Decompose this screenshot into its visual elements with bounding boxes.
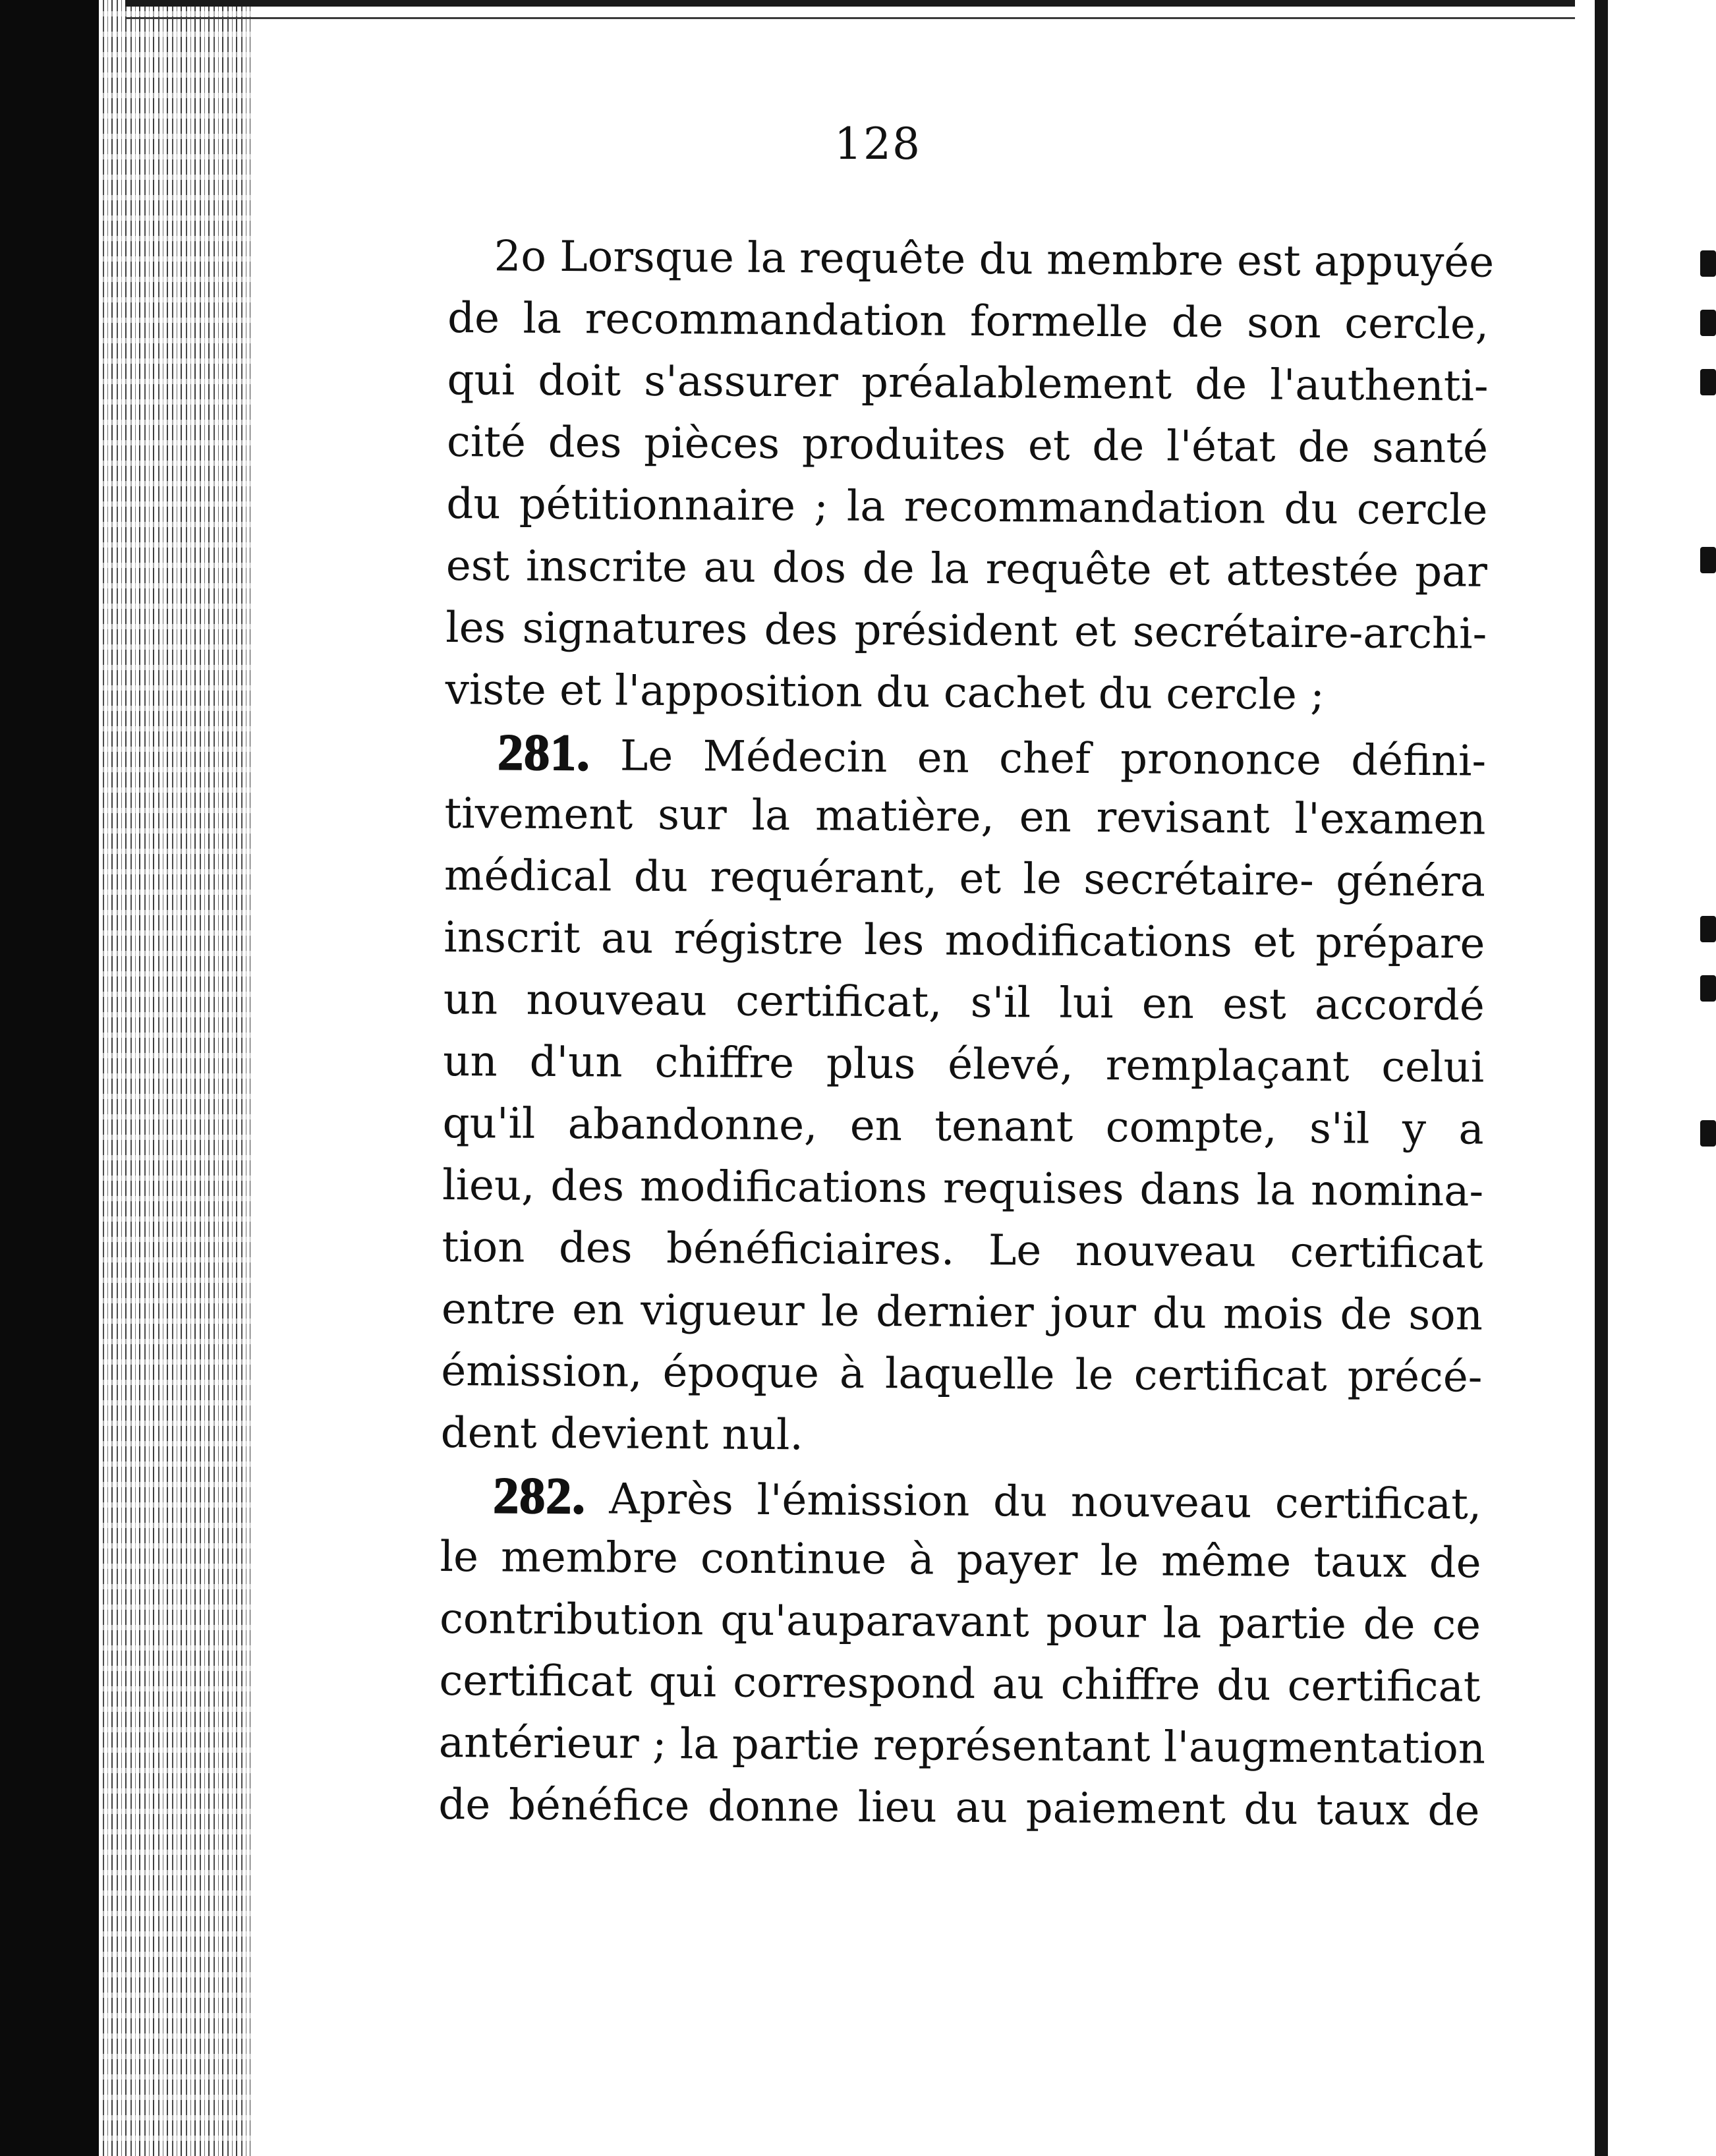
text-line: de bénéfice donne lieu au paiement du taux de [438,1780,1480,1836]
text-line: lieu, des modifications requises dans la nomina- [442,1160,1484,1216]
text-line: viste et l'apposition du cachet du cercle ; [445,665,1325,720]
article-first-line [440,1464,1482,1533]
text-line: les signatures des président et secrétaire-archi- [445,603,1487,659]
text-line: inscrit au régistre les modifications et prépare [443,913,1485,969]
top-page-edge [125,17,1575,19]
text-line: Après l'émission du nouveau certificat, [609,1475,1482,1529]
scan-gutter [0,0,99,2156]
facing-page-bleed-mark [1700,1120,1716,1147]
text-line: entre en vigueur le dernier jour du mois de son [441,1284,1483,1340]
text-line: dent devient nul. [440,1408,804,1460]
facing-page-bleed-mark [1700,547,1716,573]
page-number: 128 [834,119,921,169]
facing-page-bleed-mark [1700,369,1716,395]
text-line: qui doit s'assurer préalablement de l'authenti- [447,355,1489,411]
article-number: 282. [492,1466,586,1525]
facing-page-bleed-mark [1700,250,1716,277]
text-line: un d'un chiffre plus élevé, remplaçant celui [443,1036,1485,1092]
text-line: contribution qu'auparavant pour la partie de ce [439,1594,1481,1650]
text-line: un nouveau certificat, s'il lui en est accordé [443,975,1485,1031]
top-scan-edge [125,0,1575,7]
text-line: 2o Lorsque la requête du membre est appuyée [494,232,1495,287]
text-line: qu'il abandonne, en tenant compte, s'il y a [442,1098,1484,1154]
article-first-line [445,721,1487,789]
text-line: est inscrite au dos de la requête et attestée par [445,541,1488,597]
text-line: antérieur ; la partie représentant l'augmentation [438,1718,1486,1774]
text-line: Le Médecin en chef prononce défini- [619,731,1487,786]
facing-page-bleed-mark [1700,975,1716,1002]
text-line: certificat qui correspond au chiffre du certificat [439,1656,1481,1712]
text-line: le membre continue à payer le même taux de [440,1532,1481,1588]
text-line: cité des pièces produites et de l'état de santé [446,417,1489,473]
text-line: de la recommandation formelle de son cercle, [447,293,1489,349]
book-page-edges-texture [99,0,250,2156]
page-body [438,225,1495,1842]
text-line: du pétitionnaire ; la recommandation du cercle [446,479,1488,535]
facing-page-bleed-mark [1700,310,1716,336]
facing-page-bleed-mark [1700,916,1716,942]
text-line: tion des bénéficiaires. Le nouveau certificat [442,1222,1483,1278]
text-line: tivement sur la matière, en revisant l'examen [444,789,1486,845]
text-line: médical du requérant, et le secrétaire- généra [443,851,1486,907]
article-number: 281. [497,723,590,781]
right-page-edge [1595,0,1608,2156]
text-line: émission, époque à laquelle le certificat précé- [441,1346,1483,1402]
